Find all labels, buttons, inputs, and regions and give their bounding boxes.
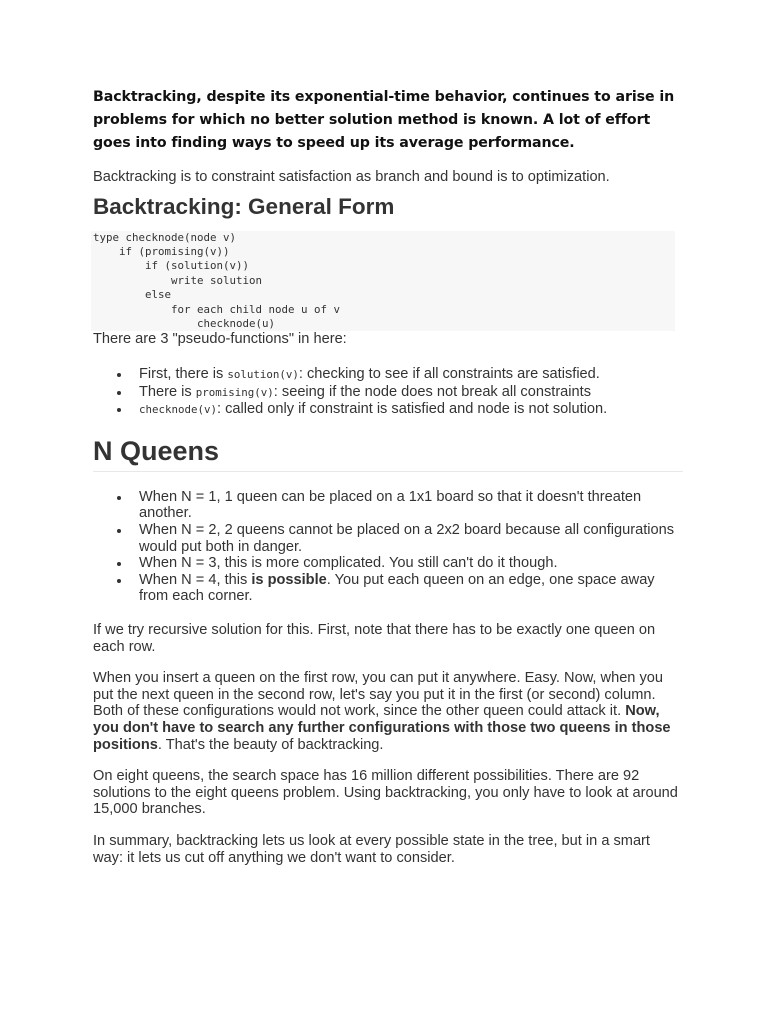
list-item: When N = 4, this is possible. You put each queen on an edge, one space away from each corner. <box>139 572 683 605</box>
code-line: for each child node u of v <box>93 302 341 316</box>
paragraph-recursive: If we try recursive solution for this. First, note that there has to be exactly one queen on each row. <box>93 621 656 655</box>
document-page <box>93 86 683 866</box>
list-item: There is promising(v): seeing if the node does not break all constraints <box>139 384 683 402</box>
code-line: write solution <box>93 273 263 287</box>
n-queens-heading: N Queens <box>93 435 220 466</box>
paragraph-insert-queen: When you insert a queen on the first row, you can put it anywhere. Easy. Now, when you put the next queen in the second row, let's say you put it in the first (or second) column. Both of these configurations would not work, since the other queen could attack it. Now, you don't have to search any further configurations with those two queens in those positions. That's the beauty of backtracking. <box>93 670 671 753</box>
n-queens-heading-wrap <box>93 434 683 472</box>
intro-paragraph: Backtracking, despite its exponential-time behavior, continues to arise in problems for which no better solution method is known. A lot of effort goes into finding ways to speed up its average performance. <box>93 89 675 151</box>
list-item: When N = 1, 1 queen can be placed on a 1x1 board so that it doesn't threaten another. <box>139 489 683 522</box>
code-line: if (solution(v)) <box>93 259 250 273</box>
code-block <box>91 231 675 332</box>
analogy-paragraph: Backtracking is to constraint satisfaction as branch and bound is to optimization. <box>93 169 610 185</box>
general-form-heading: Backtracking: General Form <box>93 193 395 219</box>
code-line: else <box>93 288 172 302</box>
inline-code: checknode(v) <box>139 403 218 417</box>
list-item: When N = 2, 2 queens cannot be placed on a 2x2 board because all configurations would put both in danger. <box>139 522 683 555</box>
pseudo-functions-list <box>93 366 683 419</box>
code-line: checknode(u) <box>93 317 276 331</box>
pseudo-functions-intro: There are 3 "pseudo-functions" in here: <box>93 331 347 348</box>
n-queens-cases-list <box>93 489 683 605</box>
inline-code: solution(v) <box>227 368 299 382</box>
list-item: When N = 3, this is more complicated. You still can't do it though. <box>139 555 683 572</box>
code-line: if (promising(v)) <box>93 245 230 258</box>
paragraph-summary: In summary, backtracking lets us look at every possible state in the tree, but in a smart way: it lets us cut off anything we don't want to consider. <box>93 832 650 866</box>
paragraph-eight-queens: On eight queens, the search space has 16 million different possibilities. There are 92 solutions to the eight queens problem. Using backtracking, you only have to look at around 15,000 branches. <box>93 768 678 818</box>
code-line: type checknode(node v) <box>93 230 237 244</box>
list-item: checknode(v): called only if constraint is satisfied and node is not solution. <box>139 401 683 419</box>
list-item: First, there is solution(v): checking to see if all constraints are satisfied. <box>139 366 683 384</box>
inline-code: promising(v) <box>195 385 274 399</box>
